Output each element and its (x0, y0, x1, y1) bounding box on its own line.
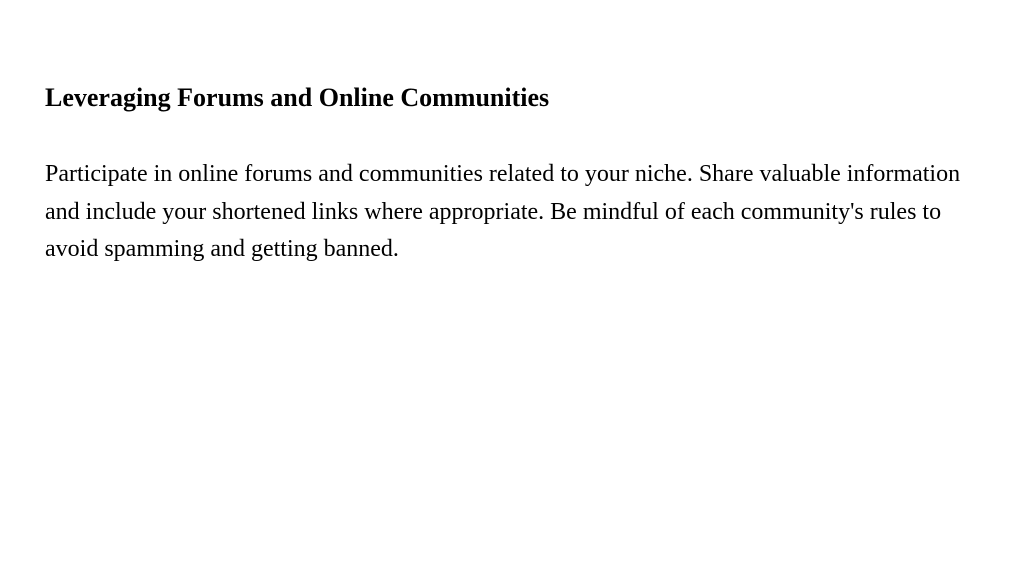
slide-heading: Leveraging Forums and Online Communities (45, 83, 550, 112)
slide-body-text: Participate in online forums and communities related to your niche. Share valuable information and include your shortened links where appropriate. Be mindful of each community's rules to avoid spamming and getting banned. (45, 161, 961, 262)
